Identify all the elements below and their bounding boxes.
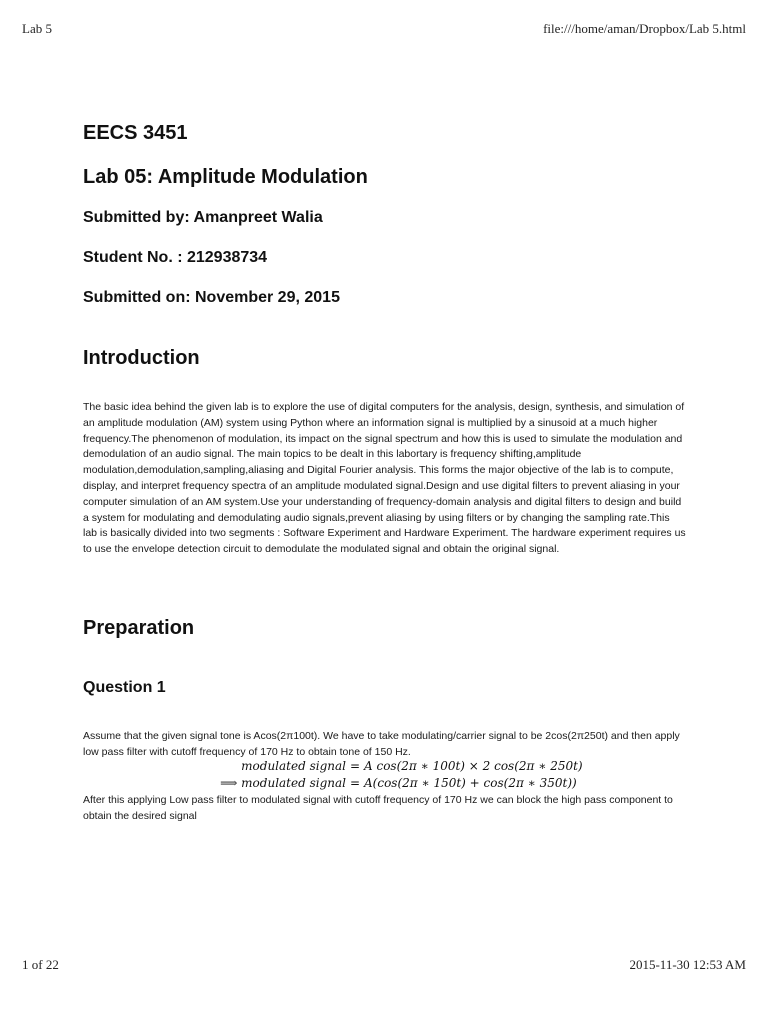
equation-row-2 — [83, 775, 686, 792]
print-footer — [22, 957, 746, 973]
equation-1-lhs: modulated signal — [241, 759, 346, 773]
equation-2-equals: = — [349, 776, 361, 790]
lowpass-paragraph: After this applying Low pass filter to modulated signal with cutoff frequency of 170 Hz we can block the high pass component to obtain the desired signal — [83, 794, 673, 822]
equation-row-1 — [83, 758, 686, 775]
course-heading: EECS 3451 — [83, 122, 188, 144]
submitted-by: Submitted by: Amanpreet Walia — [83, 209, 323, 226]
equation-1-equals: = — [349, 759, 361, 773]
equation-block — [83, 758, 686, 792]
page-counter: 1 of 22 — [22, 957, 59, 972]
print-timestamp: 2015-11-30 12:53 AM — [629, 957, 746, 972]
student-number: Student No. : 212938734 — [83, 249, 268, 266]
print-header — [22, 21, 746, 37]
preparation-heading: Preparation — [83, 617, 195, 639]
question-1-heading: Question 1 — [83, 679, 166, 696]
print-header-url: file:///home/aman/Dropbox/Lab 5.html — [543, 21, 746, 36]
submitted-on: Submitted on: November 29, 2015 — [83, 289, 340, 306]
lab-title: Lab 05: Amplitude Modulation — [83, 166, 368, 188]
equation-1-rhs: A cos(2π ∗ 100t) × 2 cos(2π ∗ 250t) — [364, 759, 583, 773]
question-1-paragraph: Assume that the given signal tone is Acos(2π100t). We have to take modulating/carrier signal to be 2cos(2π250t) and then apply low pass filter with cutoff frequency of 170 Hz to obtain tone of 150 Hz. — [83, 730, 680, 758]
equation-2-lhs: ⟹ modulated signal — [220, 776, 346, 790]
print-header-title: Lab 5 — [22, 21, 52, 36]
equation-2-rhs: A(cos(2π ∗ 150t) + cos(2π ∗ 350t)) — [364, 776, 577, 790]
introduction-paragraph: The basic idea behind the given lab is to explore the use of digital computers for the analysis, design, synthesis, and simulation of an amplitude modulation (AM) system using Python where an information signal is multiplied by a sinusoid at a much higher frequency.The phenomenon of modulation, its impact on the signal spectrum and how this is used to simulate the modulation and demodulation of an audio signal. The main topics to be dealt in this labortary is frequency shifting,amplitude modulation,demodulation,sampling,aliasing and Digital Fourier analysis. This forms the major objective of the lab is to compute, display, and interpret frequency spectra of an amplitude modulated signal.Design and use digital filters to prevent aliasing in your computer simulation of an AM system.Use your understanding of frequency-domain analysis and digital filters to design and build a system for modulating and demodulating audio signals,prevent aliasing by using filters or by changing the sampling rate.This lab is basically divided into two segments : Software Experiment and Hardware Experiment. The hardware experiment requires us to use the envelope detection circuit to demodulate the modulated signal and obtain the original signal. — [83, 401, 686, 556]
introduction-heading: Introduction — [83, 347, 200, 369]
